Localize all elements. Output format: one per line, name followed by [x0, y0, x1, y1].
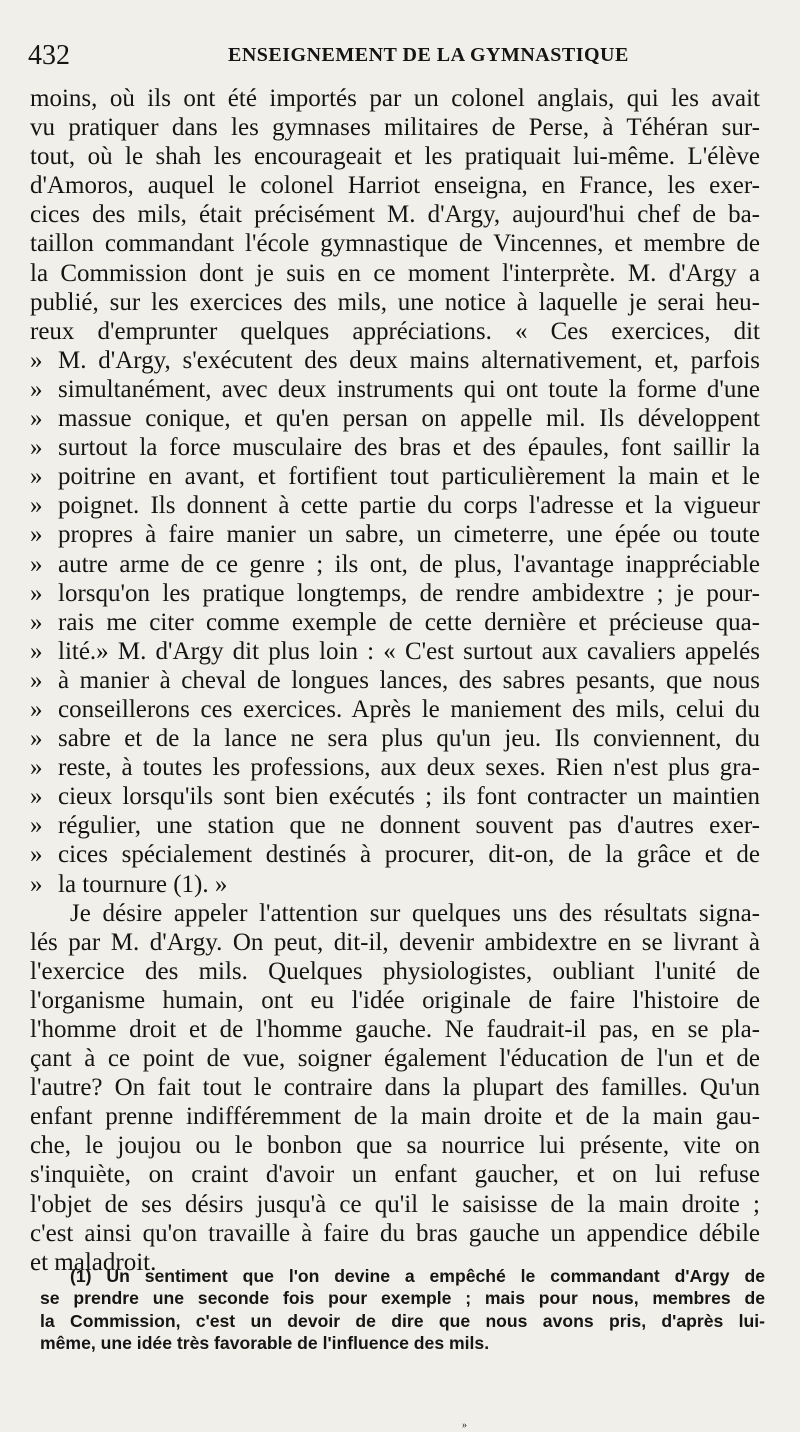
- line-text: taillon commandant l'école gymnastique de Vincennes, et membre de: [30, 230, 760, 258]
- text-line: [30, 113, 760, 142]
- line-text: vu pratiquer dans les gymnases militaires de Perse, à Téhéran sur-: [30, 114, 760, 142]
- line-text: Je désire appeler l'attention sur quelques uns des résultats signa-: [70, 899, 760, 927]
- text-line: [30, 550, 760, 579]
- page-number: 432: [28, 40, 70, 71]
- text-line: [30, 171, 760, 200]
- quote-mark: »: [30, 812, 43, 840]
- quote-mark: »: [30, 608, 43, 636]
- text-line: [30, 1044, 760, 1073]
- line-text: à manier à cheval de longues lances, des sabres pesants, que nous: [58, 666, 760, 694]
- text-line: [30, 1015, 760, 1044]
- quote-mark: »: [30, 754, 43, 782]
- text-line: [30, 404, 760, 433]
- text-line: [30, 1160, 760, 1189]
- text-line: [30, 433, 760, 462]
- line-text: l'autre? On fait tout le contraire dans la plupart des familles. Qu'un: [30, 1074, 760, 1102]
- line-text: çant à ce point de vue, soigner également l'éducation de l'un et de: [30, 1045, 760, 1073]
- quote-mark: »: [30, 870, 43, 898]
- line-text: régulier, une station que ne donnent souvent pas d'autres exer-: [58, 812, 760, 840]
- quote-mark: »: [30, 463, 43, 491]
- line-text: poitrine en avant, et fortifient tout particulièrement la main et le: [58, 463, 760, 491]
- line-text: reste, à toutes les professions, aux deux sexes. Rien n'est plus gra-: [58, 754, 760, 782]
- quote-mark: »: [30, 695, 43, 723]
- text-line: [30, 928, 760, 957]
- text-line: [30, 724, 760, 753]
- text-line: [30, 1219, 760, 1248]
- text-line: [30, 1073, 760, 1102]
- line-text: d'Amoros, auquel le colonel Harriot enseigna, en France, les exer-: [30, 172, 760, 200]
- line-text: poignet. Ils donnent à cette partie du corps l'adresse et la vigueur: [58, 492, 760, 520]
- text-line: [30, 142, 760, 171]
- line-text: moins, où ils ont été importés par un colonel anglais, qui les avait: [30, 85, 760, 112]
- line-text: c'est ainsi qu'on travaille à faire du bras gauche un appendice débile: [30, 1219, 760, 1247]
- quote-mark: »: [30, 346, 43, 374]
- text-line: [30, 986, 760, 1015]
- text-line: [30, 870, 760, 899]
- text-line: [30, 288, 760, 317]
- line-text: et maladroit.: [30, 1248, 157, 1276]
- quote-mark: »: [30, 637, 43, 665]
- text-line: [30, 346, 760, 375]
- quote-mark: »: [30, 666, 43, 694]
- text-line: [30, 1102, 760, 1131]
- text-line: [30, 637, 760, 666]
- line-text: l'objet de ses désirs jusqu'à ce qu'il le saisisse de la main droite ;: [30, 1190, 760, 1218]
- text-line: [30, 259, 760, 288]
- text-line: [30, 462, 760, 491]
- text-line: [30, 753, 760, 782]
- text-line: [30, 811, 760, 840]
- page-header: [28, 40, 780, 72]
- text-line: [30, 375, 760, 404]
- text-line: [30, 666, 760, 695]
- line-text: cices spécialement destinés à procurer, dit-on, de la grâce et de: [58, 841, 760, 869]
- line-text: cieux lorsqu'ils sont bien exécutés ; ils font contracter un maintien: [58, 783, 760, 811]
- line-text: enfant prenne indifféremment de la main droite et de la main gau-: [30, 1103, 760, 1131]
- line-text: la Commission dont je suis en ce moment l'interprète. M. d'Argy a: [30, 259, 760, 287]
- footnote-line: même, une idée très favorable de l'influence des mils.: [40, 1332, 490, 1353]
- quote-mark: »: [30, 841, 43, 869]
- line-text: surtout la force musculaire des bras et des épaules, font saillir la: [58, 434, 760, 462]
- text-line: [30, 608, 760, 637]
- text-line: [30, 200, 760, 229]
- footnote-line: la Commission, c'est un devoir de dire que nous avons pris, d'après lui-: [40, 1310, 765, 1331]
- quote-mark: »: [30, 783, 43, 811]
- line-text: publié, sur les exercices des mils, une notice à laquelle je serai heu-: [30, 288, 760, 316]
- line-text: che, le joujou ou le bonbon que sa nourrice lui présente, vite on: [30, 1132, 760, 1160]
- bottom-mark: »: [462, 1420, 467, 1431]
- quote-mark: »: [30, 725, 43, 753]
- text-line: [30, 782, 760, 811]
- footnote-line: se prendre une seconde fois pour exemple ; mais pour nous, membres de: [40, 1288, 765, 1309]
- text-line: [30, 229, 760, 258]
- text-line: [30, 695, 760, 724]
- line-text: simultanément, avec deux instruments qui ont toute la forme d'une: [58, 375, 760, 403]
- line-text: l'organisme humain, ont eu l'idée originale de faire l'histoire de: [30, 986, 760, 1014]
- line-text: cices des mils, était précisément M. d'Argy, aujourd'hui chef de ba-: [30, 201, 760, 229]
- quote-mark: »: [30, 405, 43, 433]
- footnote-line: (1) Un sentiment que l'on devine a empêché le commandant d'Argy de: [70, 1266, 765, 1286]
- text-line: [30, 579, 760, 608]
- text-line: [30, 899, 760, 928]
- text-line: [30, 957, 760, 986]
- line-text: lés par M. d'Argy. On peut, dit-il, devenir ambidextre en se livrant à: [30, 928, 760, 956]
- line-text: sabre et de la lance ne sera plus qu'un jeu. Ils conviennent, du: [58, 725, 760, 753]
- line-text: s'inquiète, on craint d'avoir un enfant gaucher, et on lui refuse: [30, 1161, 760, 1189]
- quote-mark: »: [30, 434, 43, 462]
- quote-mark: »: [30, 375, 43, 403]
- text-line: [30, 1131, 760, 1160]
- running-title: ENSEIGNEMENT DE LA GYMNASTIQUE: [228, 44, 629, 66]
- body-text: [30, 84, 760, 1277]
- footnote: [40, 1265, 765, 1354]
- text-line: [30, 1190, 760, 1219]
- line-text: lorsqu'on les pratique longtemps, de rendre ambidextre ; je pour-: [58, 579, 760, 607]
- line-text: rais me citer comme exemple de cette dernière et précieuse qua-: [58, 608, 760, 636]
- line-text: massue conique, et qu'en persan on appelle mil. Ils développent: [58, 405, 760, 433]
- text-line: [30, 317, 760, 346]
- line-text: conseillerons ces exercices. Après le maniement des mils, celui du: [58, 695, 760, 723]
- text-line: [30, 491, 760, 520]
- quote-mark: »: [30, 579, 43, 607]
- quote-mark: »: [30, 550, 43, 578]
- quote-mark: »: [30, 521, 43, 549]
- text-line: [30, 840, 760, 869]
- line-text: propres à faire manier un sabre, un cimeterre, une épée ou toute: [58, 521, 760, 549]
- line-text: tout, où le shah les encourageait et les pratiquait lui-même. L'élève: [30, 143, 760, 171]
- line-text: la tournure (1). »: [58, 870, 228, 898]
- line-text: autre arme de ce genre ; ils ont, de plus, l'avantage inappréciable: [58, 550, 760, 578]
- quote-mark: »: [30, 492, 43, 520]
- line-text: l'homme droit et de l'homme gauche. Ne faudrait-il pas, en se pla-: [30, 1016, 760, 1043]
- line-text: lité.» M. d'Argy dit plus loin : « C'est surtout aux cavaliers appelés: [58, 637, 760, 665]
- line-text: M. d'Argy, s'exécutent des deux mains alternativement, et, parfois: [58, 346, 760, 374]
- text-line: [30, 84, 760, 113]
- text-line: [30, 520, 760, 549]
- line-text: reux d'emprunter quelques appréciations. « Ces exercices, dit: [30, 317, 760, 345]
- line-text: l'exercice des mils. Quelques physiologistes, oubliant l'unité de: [30, 957, 760, 985]
